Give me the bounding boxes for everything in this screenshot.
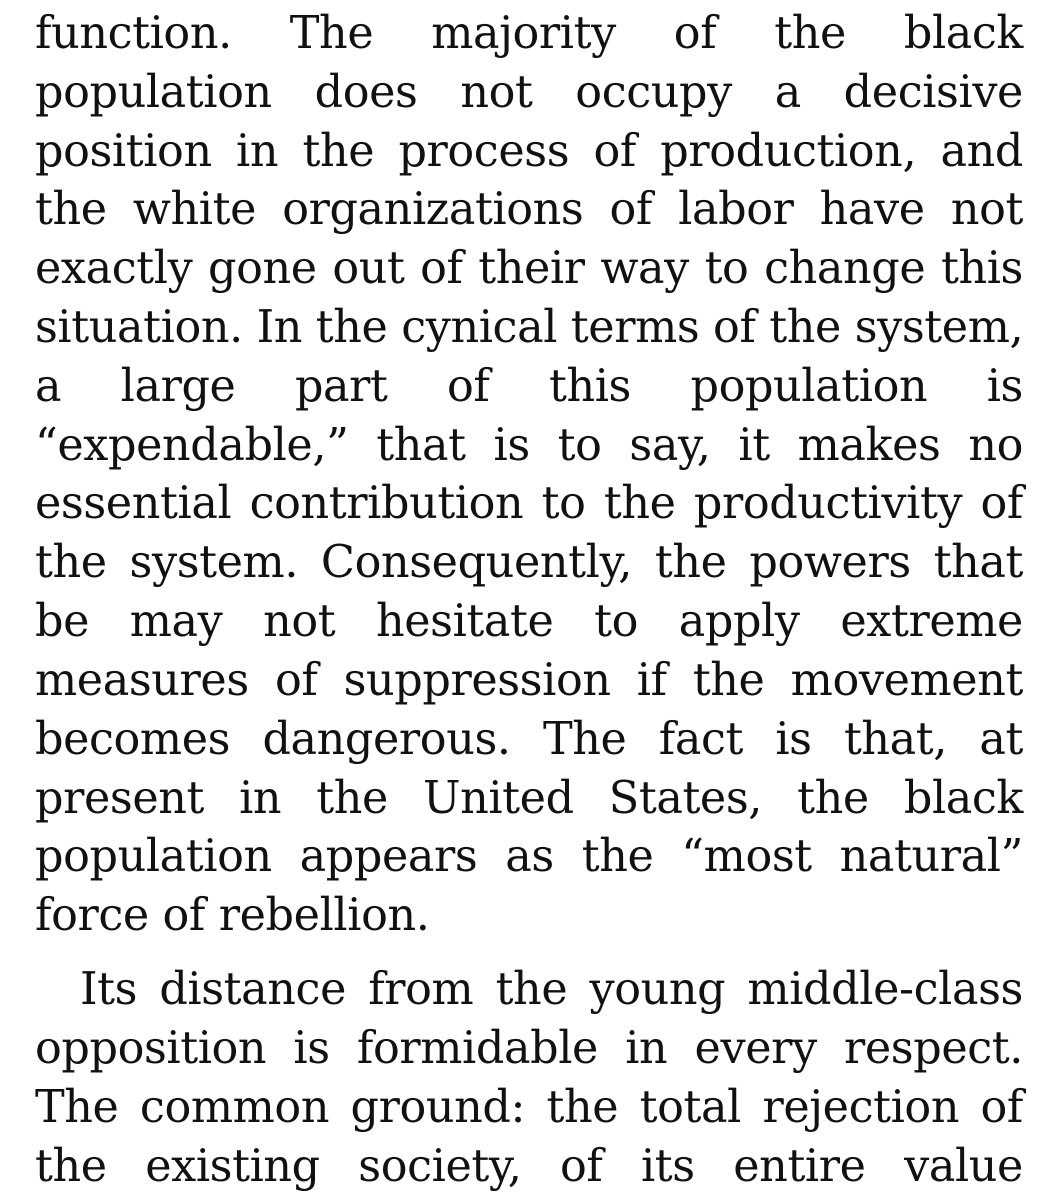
text-line: essential contribution to the productivity of	[35, 478, 1023, 529]
text-line: position in the process of production, and	[35, 126, 1023, 177]
text-line: Its distance from the young middle-class	[80, 964, 1023, 1015]
text-line: the system. Consequently, the powers that	[35, 537, 1023, 588]
text-line: force of rebellion.	[35, 890, 430, 941]
text-line: exactly gone out of their way to change this	[35, 243, 1023, 294]
text-line: a large part of this population is	[35, 361, 1023, 412]
text-line: situation. In the cynical terms of the system,	[35, 302, 1024, 353]
text-line: measures of suppression if the movement	[35, 655, 1023, 706]
text-line: function. The majority of the black	[35, 8, 1023, 59]
text-line: population appears as the “most natural”	[35, 831, 1023, 882]
text-line: opposition is formidable in every respect.	[35, 1023, 1023, 1074]
text-line: “expendable,” that is to say, it makes no	[35, 420, 1023, 471]
text-line: the white organizations of labor have not	[35, 184, 1023, 235]
text-line: becomes dangerous. The fact is that, at	[35, 714, 1023, 765]
text-line: The common ground: the total rejection of	[35, 1082, 1023, 1133]
text-line: the existing society, of its entire value	[35, 1141, 1023, 1192]
text-line: population does not occupy a decisive	[35, 67, 1023, 118]
text-line: be may not hesitate to apply extreme	[35, 596, 1023, 647]
text-line: present in the United States, the black	[35, 773, 1023, 824]
